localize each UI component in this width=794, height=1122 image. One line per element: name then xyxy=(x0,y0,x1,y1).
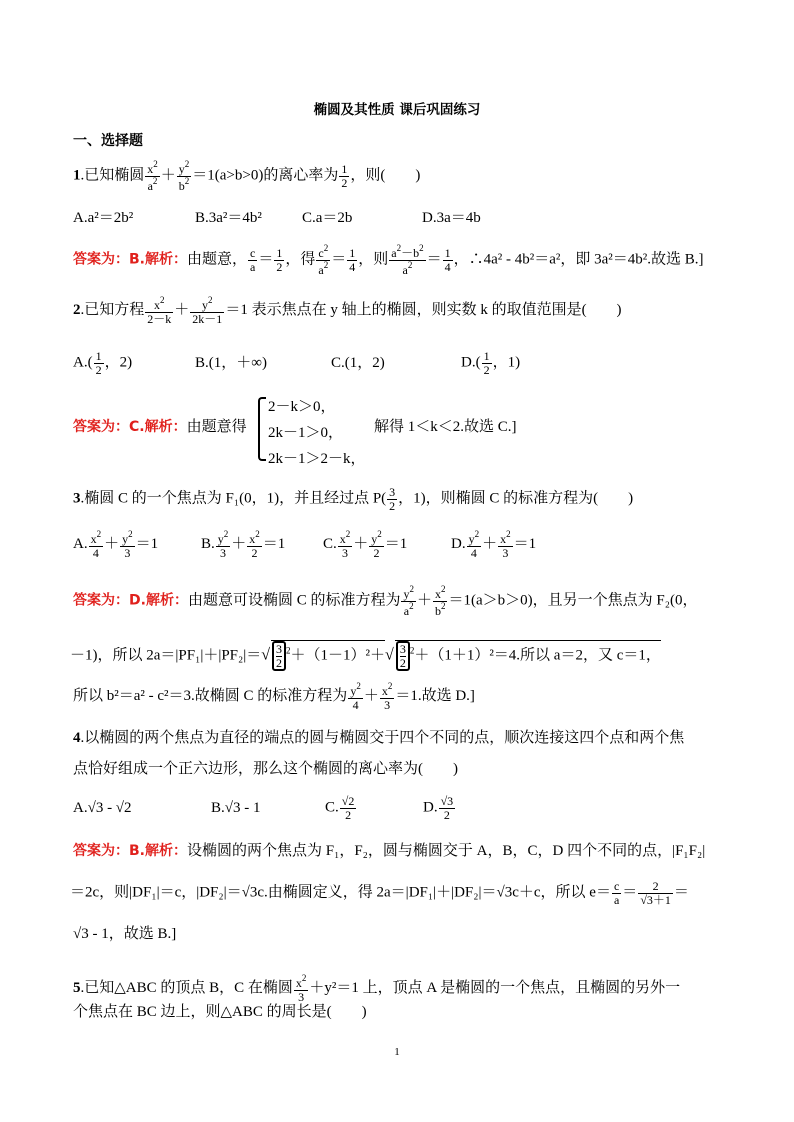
question-1-options xyxy=(73,211,481,226)
option-d: D. $\frac{y^2}{4}$ ＋ $\frac{x^2}{3}$ ＝1 xyxy=(451,529,537,560)
answer-4-line-1: 答案为：B.解析：设椭圆的两个焦点为 F₁，F₂，圆与椭圆交于 A，B，C，D 四个不同的点，|F₁F₂| xyxy=(73,843,706,859)
fraction: $\frac{y^2}{b^2}$ xyxy=(178,159,190,193)
option-a: A. $\frac{x^2}{4}$ ＋ $\frac{y^2}{3}$ ＝1 xyxy=(73,529,159,560)
option-c: C. $\frac{x^2}{3}$ ＋ $\frac{y^2}{2}$ ＝1 xyxy=(323,529,408,560)
option-a: A.( $\frac{1}{2}$ ，2) xyxy=(73,349,133,377)
document-page: 椭圆及其性质 课后巩固练习 一、选择题 1.已知椭圆 $\frac{x^2}{a^2}$ ＋ $\frac{y^2}{b^2}$ ＝1(a>b>0)的离心率为 $\frac{1}{2}$ ，则( ) A.a²＝2b² B.3a²＝4b² C.a＝2b D.3a＝4b 答案为：B.解析：由题意， $\frac{c}{a}$ ＝ $\frac{1}{2}$ ，得 $\frac{c^2}{a^2}$ ＝ $\frac{1}{4}$ ，则 $\frac{a^2-b^2}{a^2}$ ＝ $\frac{1}{4}$ ，∴4a² - 4b²＝a²，即 3a²＝4b².故选 B.] 2.已知方程 $\frac{x^2}{2-k}$ ＋ $\frac{y^2}{2k-1}$ ＝1 表示焦点在 y 轴上的椭圆，则实数 k 的取值范围是( ) A.( $\frac{1}{2}$ ，2) B.(1，＋∞) C.(1，2) D.( $\frac{1}{2}$ ，1) 答案为：C.解析：由题意得 2－k＞0， 2k－1＞0， 2k－1＞2－k， 解得 1＜k＜2.故选 C.] 3.椭圆 C 的一个焦点为 F₁(0，1)，并且经过点 P( $\frac{3}{2}$ ，1)，则椭圆 C 的标准方程为( ) A. $\frac{x^2}{4}$ ＋ $\frac{y^2}{3}$ ＝1 B. $\frac{y^2}{3}$ ＋ $\frac{x^2}{2}$ ＝1 C. $\frac{x^2}{3}$ ＋ $\frac{y^2}{2}$ ＝1 D. $\frac{y^2}{4}$ ＋ $\frac{x^2}{3}$ ＝1 答案为：D.解析：由题意可设椭圆 C 的标准方程为 $\frac{y^2}{a^2}$ ＋ $\frac{x^2}{b^2}$ ＝1(a＞b＞0)，且另一个焦点为 F₂(0， －1)，所以 2a＝|PF₁|＋|PF₂|＝√ $\frac{3}{2}$ $^2$＋（1－1）²＋√ $\frac{3}{2}$ $^2$＋（1＋1）²＝4.所以 a＝2，又 c＝1， 所以 b²＝a² - c²＝3.故椭圆 C 的标准方程为 $\frac{y^2}{4}$ ＋ $\frac{x^2}{3}$ ＝1.故选 D.] 4.以椭圆的两个焦点为直径的端点的圆与椭圆交于四个不同的点，顺次连接这四个点和两个焦 点恰好组成一个正六边形，那么这个椭圆的离心率为( ) A.√3 - √2 B.√3 - 1 C. $\frac{√2}{2}$ D. $\frac{√3}{2}$ 答案为：B.解析：设椭圆的两个焦点为 F₁，F₂，圆与椭圆交于 A，B，C，D 四个不同的点，|F₁F₂| ＝2c，则|DF₁|＝c，|DF₂|＝√3c.由椭圆定义，得 2a＝|DF₁|＋|DF₂|＝√3c＋c，所以 e＝ $\frac{c}{a}$ ＝ $\frac{2}{√3+1}$ ＝ √3 - 1，故选 B.] 5.已知△ABC 的顶点 B，C 在椭圆 $\frac{x^2}{3}$ ＋y²＝1 上，顶点 A 是椭圆的一个焦点，且椭圆的另外一 个焦点在 BC 边上，则△ABC 的周长是( ) 1 xyxy=(0,0,794,1122)
option-d: D. $\frac{√3}{2}$ xyxy=(423,794,454,822)
question-number: 5 xyxy=(73,980,81,997)
question-1-stem: 1.已知椭圆 $\frac{x^2}{a^2}$ ＋ $\frac{y^2}{b^2}$ ＝1(a>b>0)的离心率为 $\frac{1}{2}$ ，则( ) xyxy=(73,159,421,193)
question-3-stem: 3.椭圆 C 的一个焦点为 F₁(0，1)，并且经过点 P( $\frac{3}{2}$ ，1)，则椭圆 C 的标准方程为( ) xyxy=(73,485,634,513)
question-5-stem-2: 个焦点在 BC 边上，则△ABC 的周长是( ) xyxy=(73,1004,367,1020)
answer-4-line-2: ＝2c，则|DF₁|＝c，|DF₂|＝√3c.由椭圆定义，得 2a＝|DF₁|＋|DF₂|＝√3c＋c，所以 e＝ $\frac{c}{a}$ ＝ $\frac{2}{√3+1}$ ＝ xyxy=(70,879,689,907)
question-number: 3 xyxy=(73,490,81,507)
question-2-options xyxy=(73,350,520,376)
answer-label: 答案为：B.解析： xyxy=(73,843,187,859)
option-c: C. $\frac{√2}{2}$ xyxy=(325,794,355,822)
section-heading: 一、选择题 xyxy=(73,133,143,149)
answer-3-line-3: 所以 b²＝a² - c²＝3.故椭圆 C 的标准方程为 $\frac{y^2}{4}$ ＋ $\frac{x^2}{3}$ ＝1.故选 D.] xyxy=(73,681,475,712)
option-a: A.a²＝2b² xyxy=(73,210,134,226)
question-5-stem-1: 5.已知△ABC 的顶点 B，C 在椭圆 $\frac{x^2}{3}$ ＋y²＝1 上，顶点 A 是椭圆的一个焦点，且椭圆的另外一 xyxy=(73,973,681,1004)
answer-2-label: 答案为：C.解析：由题意得 xyxy=(73,419,247,435)
answer-label: 答案为：D.解析： xyxy=(73,592,188,609)
option-a: A.√3 - √2 xyxy=(73,799,132,816)
question-number: 4 xyxy=(73,730,81,746)
left-brace xyxy=(258,397,266,461)
sqrt-icon: √ xyxy=(261,646,271,664)
option-c: C.a＝2b xyxy=(302,210,353,226)
option-b: B.3a²＝4b² xyxy=(195,210,262,226)
page-number: 1 xyxy=(394,1046,400,1058)
answer-3-line-1: 答案为：D.解析：由题意可设椭圆 C 的标准方程为 $\frac{y^2}{a^2}$ ＋ $\frac{x^2}{b^2}$ ＝1(a＞b＞0)，且另一个焦点为 F₂(0， xyxy=(73,584,698,618)
answer-2-conclusion: 解得 1＜k＜2.故选 C.] xyxy=(374,419,517,435)
option-b: B. $\frac{y^2}{3}$ ＋ $\frac{x^2}{2}$ ＝1 xyxy=(201,529,286,560)
answer-label: 答案为：C.解析： xyxy=(73,419,187,435)
question-2-stem: 2.已知方程 $\frac{x^2}{2-k}$ ＋ $\frac{y^2}{2k-1}$ ＝1 表示焦点在 y 轴上的椭圆，则实数 k 的取值范围是( ) xyxy=(73,295,622,326)
question-number: 1 xyxy=(73,167,81,184)
fraction: $\frac{1}{2}$ xyxy=(341,162,348,190)
fraction: $\frac{x^2}{a^2}$ xyxy=(147,159,158,193)
question-4-stem-2: 点恰好组成一个正六边形，那么这个椭圆的离心率为( ) xyxy=(73,761,458,777)
option-b: B.(1，＋∞) xyxy=(195,354,267,371)
answer-label: 答案为：B.解析： xyxy=(73,251,187,268)
question-4-options xyxy=(73,795,456,821)
answer-1: 答案为：B.解析：由题意， $\frac{c}{a}$ ＝ $\frac{1}{2}$ ，得 $\frac{c^2}{a^2}$ ＝ $\frac{1}{4}$ ，则 $\frac{a^2-b^2}{a^2}$ ＝ $\frac{1}{4}$ ，∴4a² - 4b²＝a²，即 3a²＝4b².故选 B.] xyxy=(73,243,704,277)
sqrt-icon: √ xyxy=(385,646,394,664)
question-number: 2 xyxy=(73,302,81,319)
answer-4-line-3: √3 - 1，故选 B.] xyxy=(73,926,177,942)
option-d: D.( $\frac{1}{2}$ ，1) xyxy=(461,349,521,377)
option-d: D.3a＝4b xyxy=(422,210,481,226)
option-c: C.(1，2) xyxy=(331,354,385,371)
answer-3-line-2: －1)，所以 2a＝|PF₁|＋|PF₂|＝√ $\frac{3}{2}$ $^2$＋（1－1）²＋√ $\frac{3}{2}$ $^2$＋（1＋1）²＝4.所以 a＝2，又 c＝1， xyxy=(70,642,661,670)
page-title: 椭圆及其性质 课后巩固练习 xyxy=(313,102,481,118)
option-b: B.√3 - 1 xyxy=(211,799,261,816)
question-3-options xyxy=(73,530,536,559)
question-4-stem-1: 4.以椭圆的两个焦点为直径的端点的圆与椭圆交于四个不同的点，顺次连接这四个点和两个焦 xyxy=(73,730,685,746)
